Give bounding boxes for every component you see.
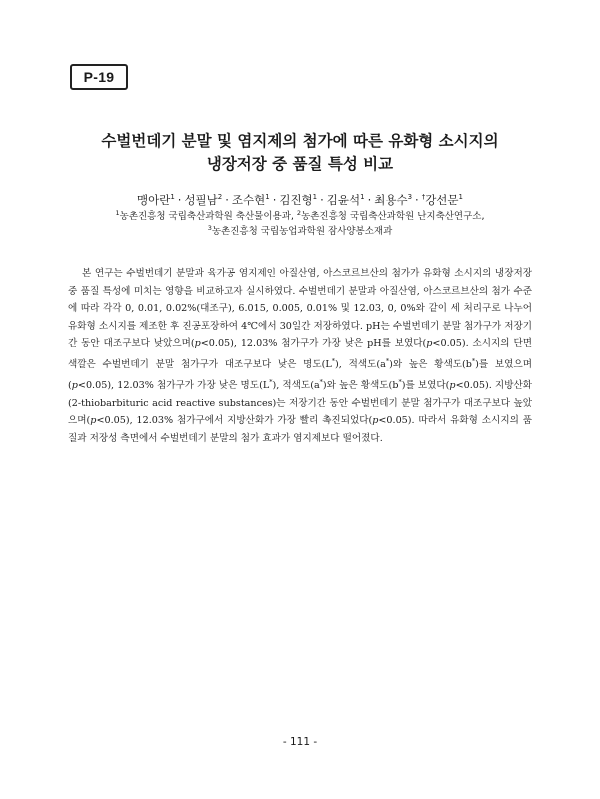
title-line-1: 수벌번데기 분말 및 염지제의 첨가에 따른 유화형 소시지의 xyxy=(101,132,499,150)
page-number: - 111 - xyxy=(282,736,318,748)
author-affiliation-number: 1 xyxy=(265,193,270,201)
author-name: 김진형 xyxy=(279,193,313,207)
author-affiliation-number: 1 xyxy=(312,193,318,201)
author-affiliation-number: 1 xyxy=(360,193,365,201)
author-name: 조수현 xyxy=(231,193,266,207)
affiliation-line-1: $^1$농촌진흥청 국립축산과학원 축산물이용과, $^2$농촌진흥청 국립축산과학원 난지축산연구소, xyxy=(115,209,485,222)
author-separator: · xyxy=(367,193,372,207)
author xyxy=(279,193,317,207)
author-name: 최용수 xyxy=(374,193,408,207)
author-separator: · xyxy=(415,193,419,207)
author-name: 맹아란 xyxy=(136,193,171,207)
author-affiliation-number: 1 xyxy=(170,193,175,201)
affiliation-line-2: $^3$농촌진흥청 국립농업과학원 잠사양봉소재과 xyxy=(207,224,393,237)
author xyxy=(374,193,412,207)
author-name: 김윤석 xyxy=(326,193,361,207)
paper-title xyxy=(60,130,540,176)
author-separator: · xyxy=(225,193,229,207)
author-affiliation-number: 3 xyxy=(407,193,413,201)
affiliation-2: 농촌진흥청 국립축산과학원 난지축산연구소, xyxy=(301,211,485,222)
poster-id-badge: P-19 xyxy=(70,64,128,90)
author xyxy=(327,193,365,207)
author-affiliation-number: 2 xyxy=(217,193,223,201)
author-name: 강선문 xyxy=(425,193,459,207)
affiliations xyxy=(60,209,540,239)
author xyxy=(137,193,175,207)
author-separator: · xyxy=(320,193,324,207)
affiliation-1: 농촌진흥청 국립축산과학원 축산물이용과, xyxy=(119,211,294,222)
author xyxy=(422,193,463,207)
author-list xyxy=(60,191,540,209)
author xyxy=(232,193,270,207)
author-affiliation-number: 1 xyxy=(458,193,463,201)
title-line-2: 냉장저장 중 품질 특성 비교 xyxy=(206,155,394,173)
abstract-body: 본 연구는 수벌번데기 분말과 육가공 염지제인 아질산염, 아스코르브산의 첨가가 유화형 소시지의 냉장저장 중 품질 특성에 미치는 영향을 비교하고자 실시하였다. 수벌번데기 분말과 아질산염, 아스코르브산의 첨가 수준에 따라 각각 0, 0.01, 0.02%(대조구), 6.015, 0.005, 0.01% 및 12.03, 0, 0%와 같이 세 처리구로 나누어 유화형 소시지를 제조한 후 진공포장하여 4℃에서 30일간 저장하였다. pH는 수벌번데기 분말 첨가구가 저장기간 동안 대조구보다 낮았으며(p<0.05), 12.03% 첨가구가 가장 낮은 pH를 보였다(p<0.05). 소시지의 단면 색깔은 수벌번데기 분말 첨가구가 대조구보다 낮은 명도(L*), 적색도(a*)와 높은 황색도(b*)를 보였으며(p<0.05), 12.03% 첨가구가 가장 낮은 명도(L*), 적색도(a*)와 높은 황색도(b*)를 보였다(p<0.05). 지방산화(2-thiobarbituric acid reactive substances)는 저장기간 동안 수벌번데기 분말 첨가구가 대조구보다 높았으며(p<0.05), 12.03% 첨가구에서 지방산화가 가장 빨리 촉진되었다(p<0.05). 따라서 유화형 소시지의 품질과 저장성 측면에서 수벌번데기 분말의 첨가 효과가 염지제보다 떨어졌다. xyxy=(68,268,532,444)
corresponding-author-mark: † xyxy=(421,193,426,201)
author-separator: · xyxy=(177,193,182,207)
author-name: 성필남 xyxy=(184,193,218,207)
affiliation-3: 농촌진흥청 국립농업과학원 잠사양봉소재과 xyxy=(211,226,393,237)
author xyxy=(184,193,222,207)
author-separator: · xyxy=(272,193,277,207)
